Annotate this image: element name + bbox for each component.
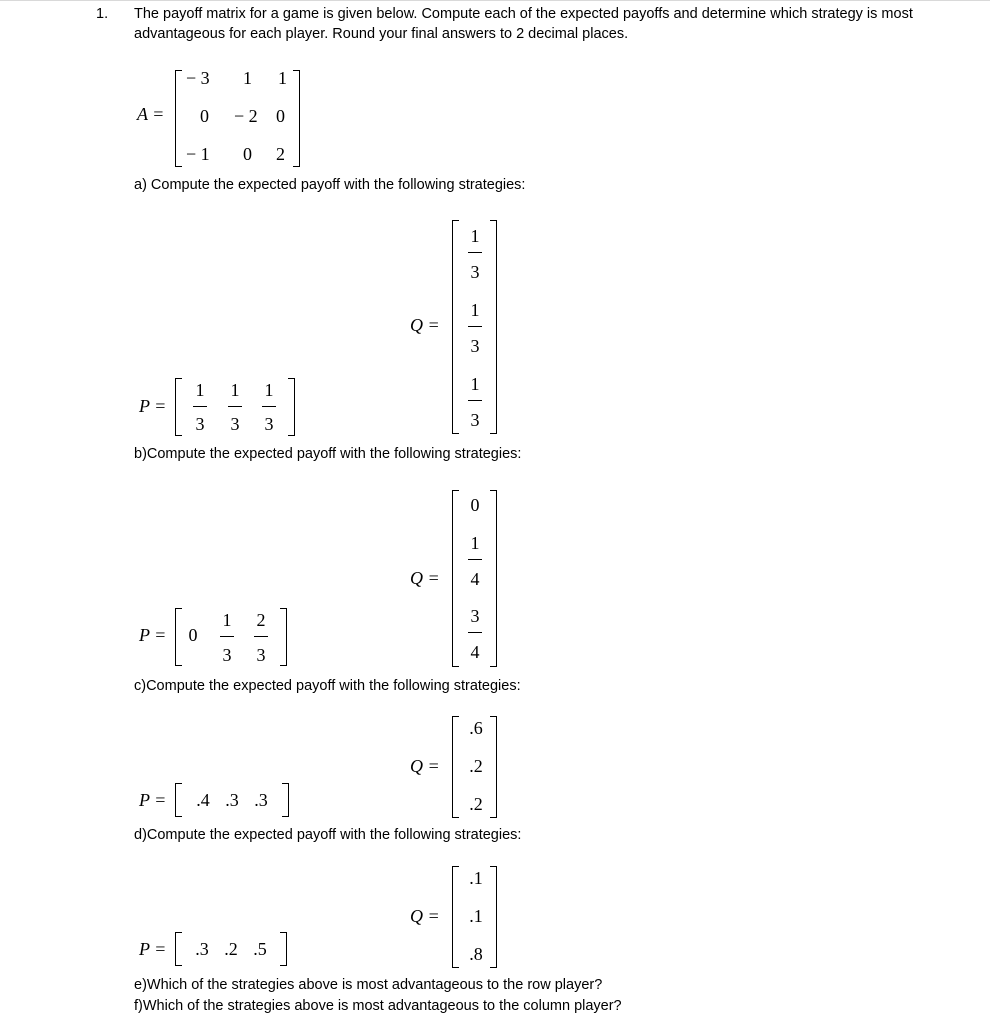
fraction-denominator: 3: [195, 414, 205, 434]
fraction-denominator: 3: [222, 645, 232, 665]
part-b-p-left-bracket: [175, 608, 182, 666]
problem-intro-line2: advantageous for each player. Round your final answers to 2 decimal places.: [134, 26, 629, 42]
part-d-p-right-bracket: [280, 932, 287, 966]
fraction-numerator: 1: [195, 380, 205, 400]
fraction-numerator: 1: [470, 533, 480, 553]
fraction-denominator: 4: [470, 642, 480, 662]
p-entry: .4: [196, 790, 210, 810]
fraction-denominator: 3: [470, 410, 480, 430]
part-c-q-right-bracket: [490, 716, 497, 818]
matrix-a-cell: 0: [243, 144, 252, 164]
part-f-prompt: f)Which of the strategies above is most advantageous to the column player?: [134, 998, 622, 1014]
q-entry: .2: [469, 794, 483, 814]
fraction-numerator: 1: [470, 226, 480, 246]
p-entry: 0: [188, 625, 198, 645]
part-a-prompt: a) Compute the expected payoff with the following strategies:: [134, 177, 526, 193]
part-d-p-label: P =: [139, 939, 167, 959]
fraction-bar: [228, 406, 242, 407]
part-a-p-left-bracket: [175, 378, 182, 436]
p-entry: .3: [195, 939, 209, 959]
q-entry: .1: [469, 906, 483, 926]
q-entry: .1: [469, 868, 483, 888]
part-a-q-left-bracket: [452, 220, 459, 434]
part-a-p-right-bracket: [288, 378, 295, 436]
matrix-a-cell: 0: [276, 106, 285, 126]
part-d-prompt: d)Compute the expected payoff with the following strategies:: [134, 827, 522, 843]
fraction-denominator: 3: [256, 645, 266, 665]
part-b-p-label: P =: [139, 625, 167, 645]
fraction-denominator: 3: [470, 262, 480, 282]
top-rule: [0, 0, 990, 1]
p-entry: .2: [224, 939, 238, 959]
matrix-a-cell: − 2: [234, 106, 258, 126]
part-b-p-right-bracket: [280, 608, 287, 666]
matrix-a-cell: − 1: [186, 144, 210, 164]
part-c-q-left-bracket: [452, 716, 459, 818]
fraction-bar: [468, 252, 482, 253]
fraction-denominator: 4: [470, 569, 480, 589]
fraction-numerator: 1: [222, 610, 232, 630]
fraction-numerator: 1: [264, 380, 274, 400]
part-c-p-label: P =: [139, 790, 167, 810]
matrix-a-cell: 0: [200, 106, 209, 126]
fraction-bar: [468, 326, 482, 327]
p-entry: .3: [225, 790, 239, 810]
fraction-bar: [468, 632, 482, 633]
fraction-bar: [220, 636, 234, 637]
p-entry: .3: [254, 790, 268, 810]
part-b-q-left-bracket: [452, 490, 459, 667]
part-d-q-label: Q =: [410, 906, 440, 926]
matrix-a-cell: 1: [278, 68, 287, 88]
fraction-numerator: 1: [230, 380, 240, 400]
fraction-bar: [468, 400, 482, 401]
fraction-numerator: 3: [470, 606, 480, 626]
q-entry: .6: [469, 718, 483, 738]
problem-intro-line1: The payoff matrix for a game is given below. Compute each of the expected payoffs and determine which strategy is most: [134, 6, 913, 22]
matrix-a-cell: 2: [276, 144, 285, 164]
matrix-a-cell: − 3: [186, 68, 210, 88]
part-c-prompt: c)Compute the expected payoff with the following strategies:: [134, 678, 521, 694]
part-a-q-label: Q =: [410, 315, 440, 335]
part-e-prompt: e)Which of the strategies above is most advantageous to the row player?: [134, 977, 603, 993]
part-d-p-left-bracket: [175, 932, 182, 966]
q-entry: .2: [469, 756, 483, 776]
fraction-bar: [254, 636, 268, 637]
part-c-q-label: Q =: [410, 756, 440, 776]
matrix-a-right-bracket: [293, 70, 300, 167]
matrix-a-label: A =: [137, 104, 165, 124]
part-d-q-left-bracket: [452, 866, 459, 968]
fraction-bar: [193, 406, 207, 407]
fraction-bar: [468, 559, 482, 560]
fraction-numerator: 1: [470, 300, 480, 320]
part-b-q-right-bracket: [490, 490, 497, 667]
part-b-q-label: Q =: [410, 568, 440, 588]
matrix-a-left-bracket: [175, 70, 182, 167]
matrix-a-cell: 1: [243, 68, 252, 88]
part-c-p-right-bracket: [282, 783, 289, 817]
fraction-denominator: 3: [470, 336, 480, 356]
fraction-bar: [262, 406, 276, 407]
p-entry: .5: [253, 939, 267, 959]
part-a-p-label: P =: [139, 396, 167, 416]
part-c-p-left-bracket: [175, 783, 182, 817]
fraction-denominator: 3: [230, 414, 240, 434]
part-d-q-right-bracket: [490, 866, 497, 968]
fraction-denominator: 3: [264, 414, 274, 434]
part-a-q-right-bracket: [490, 220, 497, 434]
fraction-numerator: 1: [470, 374, 480, 394]
fraction-numerator: 2: [256, 610, 266, 630]
q-entry: .8: [469, 944, 483, 964]
part-b-prompt: b)Compute the expected payoff with the following strategies:: [134, 446, 522, 462]
q-entry: 0: [470, 495, 480, 515]
problem-number: 1.: [96, 6, 109, 22]
